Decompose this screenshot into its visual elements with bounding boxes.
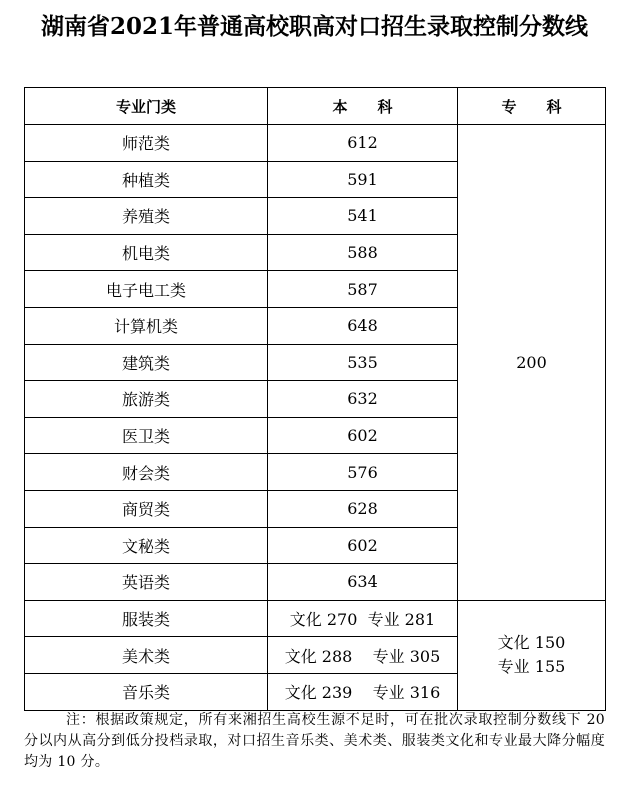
cell-benke: 612 [268, 125, 458, 162]
cell-benke: 632 [268, 381, 458, 418]
cell-benke: 文化 270 专业 281 [268, 600, 458, 637]
cell-benke: 591 [268, 161, 458, 198]
header-benke: 本 科 [268, 88, 458, 125]
cell-major: 种植类 [25, 161, 268, 198]
cell-major: 建筑类 [25, 344, 268, 381]
cell-benke: 648 [268, 307, 458, 344]
footnote: 注：根据政策规定，所有来湘招生高校生源不足时，可在批次录取控制分数线下 20 分以内从高分到低分投档录取，对口招生音乐类、美术类、服装类文化和专业最大降分幅度均为 10 分。 [24, 712, 605, 770]
cell-benke: 628 [268, 490, 458, 527]
cell-benke: 541 [268, 198, 458, 235]
cell-major: 文秘类 [25, 527, 268, 564]
cell-major: 英语类 [25, 564, 268, 601]
cell-major: 电子电工类 [25, 271, 268, 308]
page-title: 湖南省2021年普通高校职高对口招生录取控制分数线 [40, 13, 588, 40]
cell-major: 商贸类 [25, 490, 268, 527]
cell-benke: 文化 288 专业 305 [268, 637, 458, 674]
cell-benke: 602 [268, 417, 458, 454]
cell-benke: 602 [268, 527, 458, 564]
cell-major: 计算机类 [25, 307, 268, 344]
cell-benke: 576 [268, 454, 458, 491]
zhuanke-art-line1: 文化 150 [497, 633, 566, 653]
header-zhuanke: 专 科 [458, 88, 606, 125]
cell-major: 音乐类 [25, 673, 268, 710]
cell-zhuanke-general: 200 [458, 125, 606, 601]
cell-major: 养殖类 [25, 198, 268, 235]
cell-major: 医卫类 [25, 417, 268, 454]
cell-benke: 587 [268, 271, 458, 308]
table-row [25, 125, 606, 162]
zhuanke-art-line2: 专业 155 [497, 657, 566, 677]
cell-major: 师范类 [25, 125, 268, 162]
cell-major: 机电类 [25, 234, 268, 271]
header-major: 专业门类 [25, 88, 268, 125]
cell-benke: 588 [268, 234, 458, 271]
cell-major: 旅游类 [25, 381, 268, 418]
table-header-row [25, 88, 606, 125]
cell-major: 财会类 [25, 454, 268, 491]
cell-zhuanke-art [458, 600, 606, 710]
cell-major: 美术类 [25, 637, 268, 674]
cell-benke: 634 [268, 564, 458, 601]
cell-benke: 文化 239 专业 316 [268, 673, 458, 710]
table-row [25, 600, 606, 637]
score-table [24, 87, 606, 711]
cell-benke: 535 [268, 344, 458, 381]
cell-major: 服装类 [25, 600, 268, 637]
